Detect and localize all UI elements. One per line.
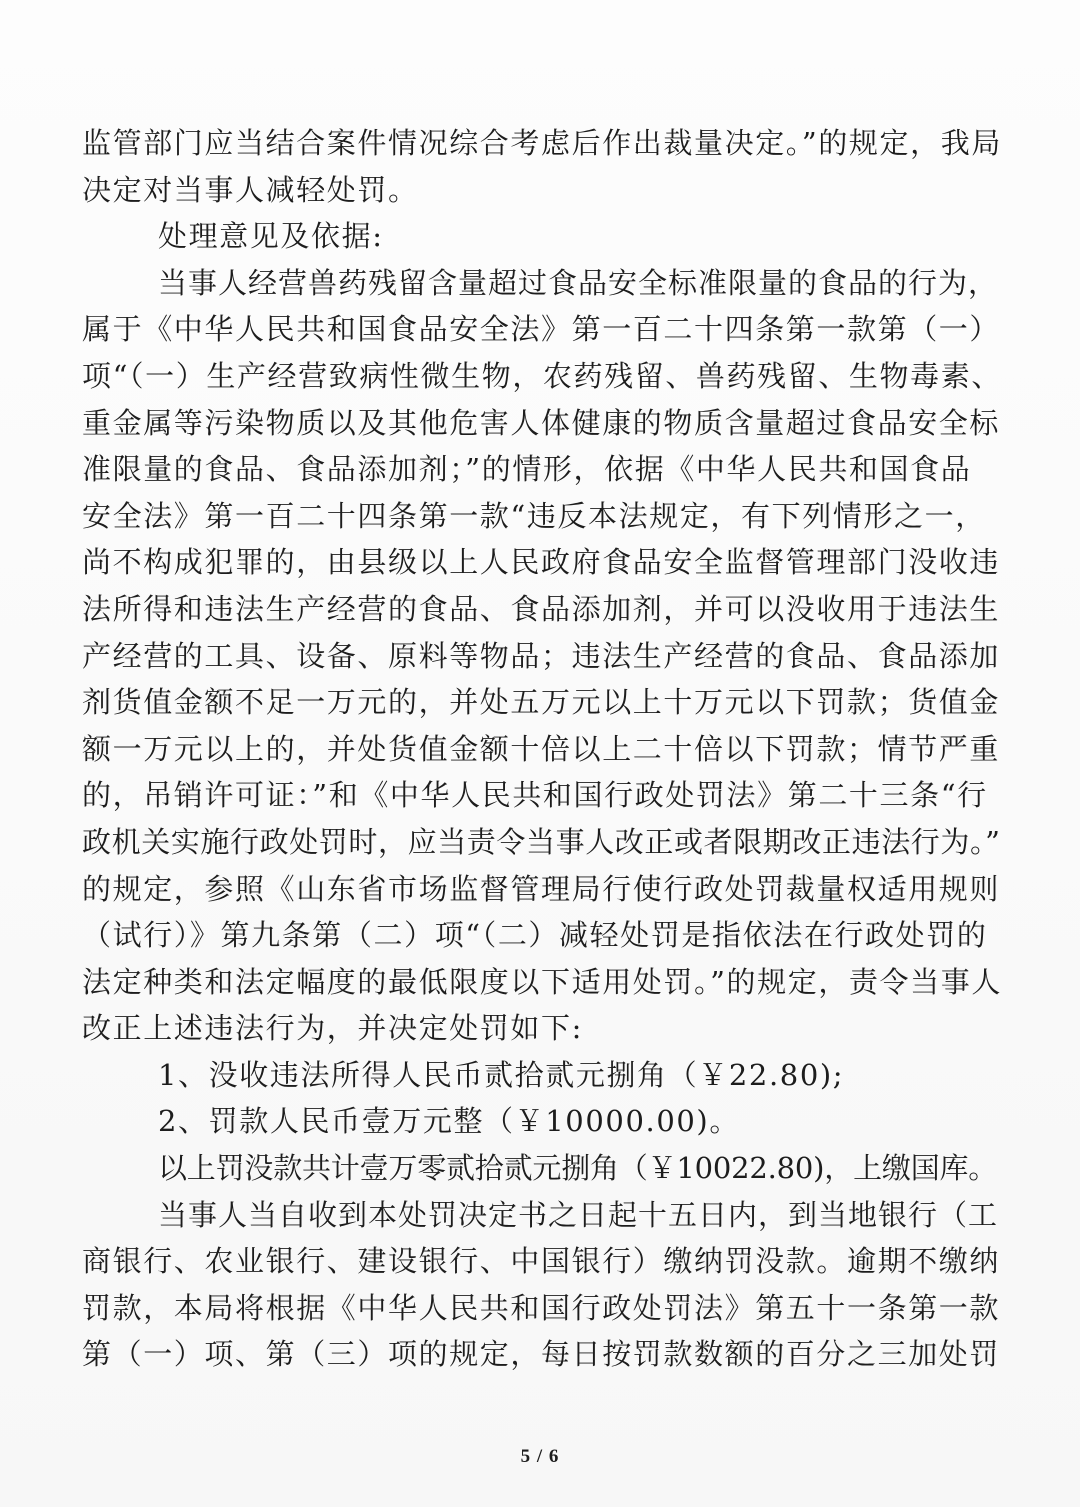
text-line: 的，吊销许可证：”和《中华人民共和国行政处罚法》第二十三条“行	[82, 778, 988, 813]
text-line: 项“（一）生产经营致病性微生物，农药残留、兽药残留、生物毒素、	[82, 358, 1002, 393]
page-number: 5 / 6	[520, 1446, 560, 1467]
text-line: 剂货值金额不足一万元的，并处五万元以上十万元以下罚款；货值金	[82, 685, 1001, 720]
text-line: （试行）》第九条第（二）项“（二）减轻处罚是指依法在行政处罚的	[82, 918, 988, 953]
text-line: 商银行、农业银行、建设银行、中国银行）缴纳罚没款。逾期不缴纳	[82, 1244, 1001, 1279]
text-line: 属于《中华人民共和国食品安全法》第一百二十四条第一款第（一）	[82, 312, 1001, 347]
text-line: 重金属等污染物质以及其他危害人体健康的物质含量超过食品安全标	[82, 405, 1001, 440]
text-line: 处理意见及依据:	[158, 219, 384, 254]
text-line: 安全法》第一百二十四条第一款“违反本法规定，有下列情形之一，	[82, 498, 986, 533]
text-line: 第（一）项、第（三）项的规定，每日按罚款数额的百分之三加处罚	[82, 1337, 1001, 1372]
text-line: 准限量的食品、食品添加剂；”的情形，依据《中华人民共和国食品	[82, 452, 972, 487]
text-line: 法定种类和法定幅度的最低限度以下适用处罚。”的规定，责令当事人	[82, 964, 1002, 999]
text-line: 改正上述违法行为，并决定处罚如下:	[82, 1011, 583, 1046]
text-line: 额一万元以上的，并处货值金额十倍以上二十倍以下罚款；情节严重	[82, 731, 1001, 766]
text-line: 以上罚没款共计壹万零贰拾贰元捌角（￥10022.80)，上缴国库。	[158, 1151, 998, 1186]
text-line: 2、罚款人民币壹万元整（￥10000.00)。	[158, 1104, 740, 1139]
text-line: 1、没收违法所得人民币贰拾贰元捌角（￥22.80);	[158, 1057, 845, 1092]
text-line: 当事人经营兽药残留含量超过食品安全标准限量的食品的行为，	[158, 265, 999, 300]
text-line: 产经营的工具、设备、原料等物品；违法生产经营的食品、食品添加	[82, 638, 1001, 673]
text-line: 尚不构成犯罪的，由县级以上人民政府食品安全监督管理部门没收违	[82, 545, 1001, 580]
text-line: 当事人当自收到本处罚决定书之日起十五日内，到当地银行（工	[158, 1197, 999, 1232]
text-line: 的规定，参照《山东省市场监督管理局行使行政处罚裁量权适用规则	[82, 871, 1001, 906]
text-line: 政机关实施行政处罚时，应当责令当事人改正或者限期改正违法行为。”	[82, 824, 1001, 859]
text-line: 监管部门应当结合案件情况综合考虑后作出裁量决定。”的规定，我局	[82, 126, 1002, 160]
document-body	[82, 120, 1002, 1378]
text-line: 罚款，本局将根据《中华人民共和国行政处罚法》第五十一条第一款	[82, 1290, 1001, 1325]
text-line: 决定对当事人减轻处罚。	[82, 172, 419, 207]
text-line: 法所得和违法生产经营的食品、食品添加剂，并可以没收用于违法生	[82, 591, 1001, 626]
